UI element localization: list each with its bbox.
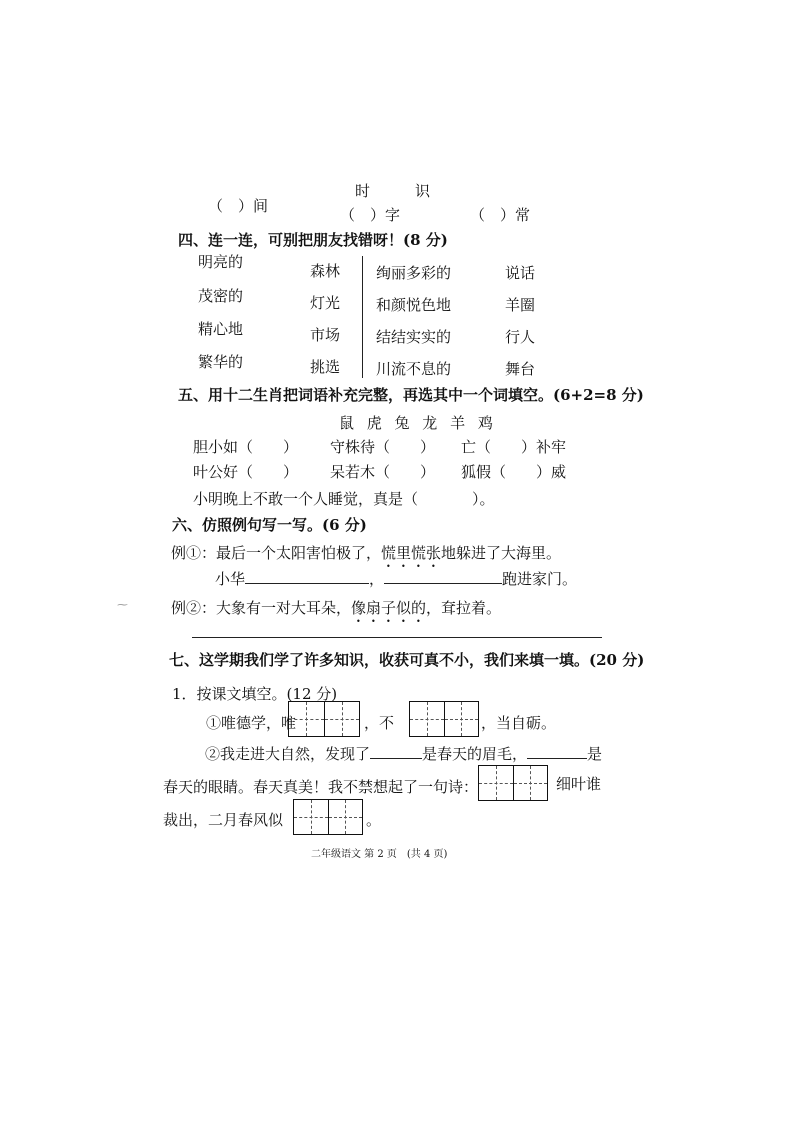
- example-2-emphasis: 像扇子似的: [351, 599, 427, 617]
- practice-blank-1[interactable]: [245, 569, 369, 584]
- section-6-title: 六、仿照例句写一写。(6 分): [172, 516, 367, 534]
- example-1-label: 例①：: [171, 544, 217, 562]
- s5-sentence-end: ）。: [472, 490, 495, 508]
- top-word-2: 识: [415, 182, 431, 200]
- fill-line-3a: 春天的眼睛。春天真美！我不禁想起了一句诗：: [163, 778, 479, 796]
- tian-grid-3[interactable]: [478, 765, 548, 801]
- example-2-text: 大象有一对大耳朵，: [216, 599, 352, 617]
- section-7-title: 七、这学期我们学了许多知识，收获可真不小，我们来填一填。(20 分): [169, 651, 645, 669]
- fill-line-4b: 。: [366, 811, 382, 829]
- column-divider: [362, 256, 363, 378]
- idiom-blank: 亡（ ）补牢: [461, 438, 567, 456]
- s5-sentence-start: 小明晚上不敢一个人睡觉，真是（: [193, 490, 419, 508]
- animal-list: 鼠 虎 兔 龙 羊 鸡: [339, 414, 493, 432]
- s4-col4-item: 说话: [505, 264, 536, 282]
- s4-col2-item: 市场: [310, 326, 341, 344]
- s4-col3-item: 川流不息的: [376, 360, 452, 378]
- top-item-2: （ ）字: [340, 206, 401, 224]
- blank-eyes[interactable]: [527, 744, 587, 759]
- fill-line-1a: ①唯德学，唯: [206, 714, 297, 732]
- example-2: [171, 597, 501, 626]
- practice-end: 跑进家门。: [502, 570, 578, 588]
- s4-col3-item: 和颜悦色地: [376, 296, 452, 314]
- example-1-text-end: 地躲进了大海里。: [441, 544, 562, 562]
- fill-line-2c: 是: [587, 745, 603, 763]
- top-item-3: （ ）常: [470, 206, 531, 224]
- example-1-practice: [215, 568, 577, 589]
- example-2-text-end: ，耷拉着。: [426, 599, 502, 617]
- top-word-1: 时: [355, 182, 371, 200]
- practice-blank-2[interactable]: [384, 569, 502, 584]
- s4-col4-item: 舞台: [505, 360, 536, 378]
- s4-col2-item: 挑选: [310, 358, 341, 376]
- page-footer: 二年级语文 第 2 页 (共 4 页): [311, 849, 448, 860]
- example-1: [171, 542, 561, 571]
- blank-eyebrow[interactable]: [370, 744, 422, 759]
- fill-line-1b: ，不: [364, 714, 395, 732]
- idiom-blank: 叶公好（ ）: [193, 463, 299, 481]
- idiom-blank: 守株待（ ）: [330, 438, 436, 456]
- example-1-emphasis: 慌里慌张: [381, 544, 442, 562]
- practice-comma: ，: [369, 570, 385, 588]
- fill-line-2a: ②我走进大自然，发现了: [205, 745, 371, 763]
- practice-subject: 小华: [215, 570, 246, 588]
- scan-smudge: ⁓: [117, 598, 128, 611]
- s4-col1-item: 明亮的: [198, 253, 244, 271]
- s4-col3-item: 结结实实的: [376, 328, 452, 346]
- s4-col4-item: 羊圈: [505, 296, 536, 314]
- s4-col2-item: 灯光: [310, 294, 341, 312]
- tian-grid-1[interactable]: [288, 701, 360, 737]
- idiom-blank: 胆小如（ ）: [193, 438, 299, 456]
- s4-col4-item: 行人: [505, 328, 536, 346]
- s5-sentence: [193, 488, 495, 509]
- fill-line-2: [205, 743, 602, 764]
- fill-line-2b: 是春天的眉毛，: [422, 745, 528, 763]
- s4-col1-item: 繁华的: [198, 353, 244, 371]
- tian-grid-4[interactable]: [293, 799, 363, 835]
- s4-col3-item: 绚丽多彩的: [376, 264, 452, 282]
- s4-col2-item: 森林: [310, 262, 341, 280]
- fill-line-1c: ，当自砺。: [481, 714, 557, 732]
- fill-line-4a: 裁出，二月春风似: [163, 811, 284, 829]
- idiom-blank: 呆若木（ ）: [330, 463, 436, 481]
- s4-col1-item: 茂密的: [198, 287, 244, 305]
- idiom-blank: 狐假（ ）威: [461, 463, 567, 481]
- tian-grid-2[interactable]: [409, 701, 479, 737]
- example-2-label: 例②：: [171, 599, 217, 617]
- s4-col1-item: 精心地: [198, 320, 244, 338]
- top-item-1: （ ）间: [208, 197, 269, 215]
- answer-line[interactable]: [192, 637, 602, 638]
- section-4-title: 四、连一连，可别把朋友找错呀！(8 分): [178, 231, 448, 249]
- question-1-title: 1．按课文填空。(12 分): [172, 685, 338, 703]
- fill-line-3b: 细叶谁: [556, 775, 602, 793]
- section-5-title: 五、用十二生肖把词语补充完整，再选其中一个词填空。(6+2=8 分): [178, 386, 644, 404]
- example-1-text: 最后一个太阳害怕极了，: [216, 544, 382, 562]
